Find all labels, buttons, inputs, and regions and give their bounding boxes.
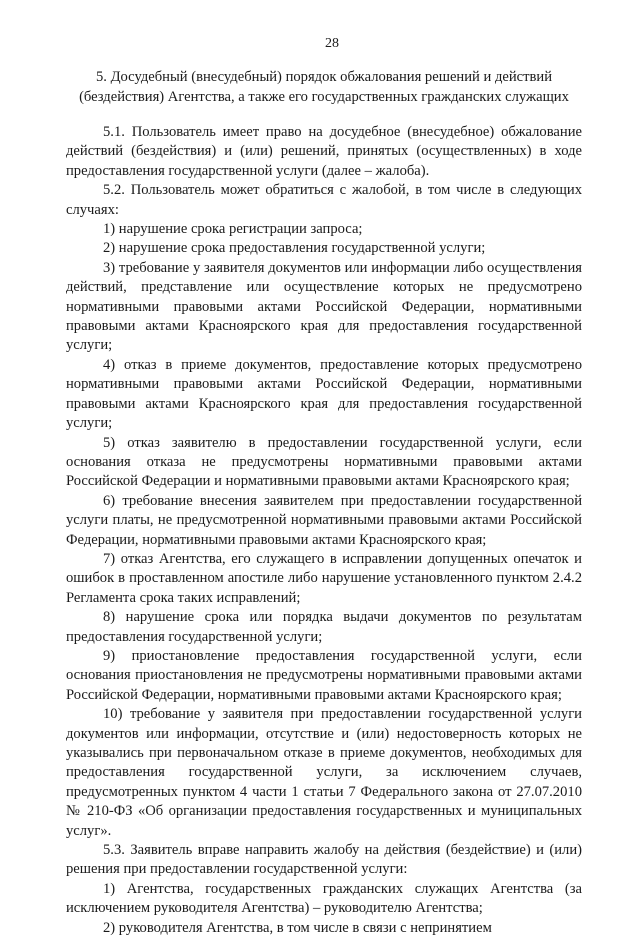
list-item-5-2-9: 9) приостановление предоставления государственной услуги, если основания приостановления не предусмотрены нормативными правовыми актами Российской Федерации, нормативными правовыми актами Красноярского края; (66, 647, 582, 703)
page-number: 28 (325, 36, 339, 51)
list-item-5-3-1: 1) Агентства, государственных гражданских служащих Агентства (за исключением руководителя Агентства) – руководителю Агентства; (66, 880, 582, 917)
list-item-5-3-2: 2) руководителя Агентства, в том числе в связи с непринятием (103, 919, 492, 936)
list-item-5-2-1: 1) нарушение срока регистрации запроса; (103, 221, 363, 238)
section-heading-line-1: 5. Досудебный (внесудебный) порядок обжалования решений и действий (95, 69, 553, 85)
list-item-5-2-10: 10) требование у заявителя при предоставлении государственной услуги документов или информации, отсутствие и (или) недостоверность которых не указывались при первоначальном отказе в приеме документов, необходимых для предоставления государственной услуги, за исключением случаев, предусмотренных пунктом 4 части 1 статьи 7 Федерального закона от 27.07.2010 № 210-ФЗ «Об организации предоставления государственных и муниципальных услуг». (66, 706, 582, 839)
list-item-5-2-2: 2) нарушение срока предоставления государственной услуги; (103, 240, 486, 257)
paragraph-5-1: 5.1. Пользователь имеет право на досудебное (внесудебное) обжалование действий (бездействия) и (или) решений, принятых (осуществленных) в ходе предоставления государственной услуги (далее – жалоба). (66, 124, 582, 179)
list-item-5-2-8: 8) нарушение срока или порядка выдачи документов по результатам предоставления государственной услуги; (66, 609, 582, 645)
section-heading-line-2: (бездействия) Агентства, а также его государственных гражданских служащих (79, 89, 569, 105)
paragraph-5-3: 5.3. Заявитель вправе направить жалобу на действия (бездействие) и (или) решения при предоставлении государственной услуги: (66, 842, 582, 878)
paragraph-5-2: 5.2. Пользователь может обратиться с жалобой, в том числе в следующих случаях: (66, 182, 582, 218)
list-item-5-2-6: 6) требование внесения заявителем при предоставлении государственной услуги платы, не предусмотренной нормативными правовыми актами Российской Федерации, нормативными правовыми актами Красноярского края; (66, 492, 582, 548)
list-item-5-2-3: 3) требование у заявителя документов или информации либо осуществления действий, представление или осуществление которых не предусмотрено нормативными правовыми актами Российской Федерации, нормативными правовыми актами Красноярского края для предоставления государственной услуги; (66, 259, 582, 354)
list-item-5-2-4: 4) отказ в приеме документов, предоставление которых предусмотрено нормативными правовыми актами Российской Федерации, нормативными правовыми актами Красноярского края для предоставления государственной услуги; (66, 356, 582, 432)
section-heading (66, 67, 582, 107)
list-item-5-2-7: 7) отказ Агентства, его служащего в исправлении допущенных опечаток и ошибок в проставленном апостиле либо нарушение установленного пунктом 2.4.2 Регламента срока таких исправлений; (66, 550, 582, 606)
document-body (66, 123, 582, 938)
list-item-5-2-5: 5) отказ заявителю в предоставлении государственной услуги, если основания отказа не предусмотрены нормативными правовыми актами Российской Федерации и нормативными правовыми актами Красноярского края; (66, 434, 582, 490)
